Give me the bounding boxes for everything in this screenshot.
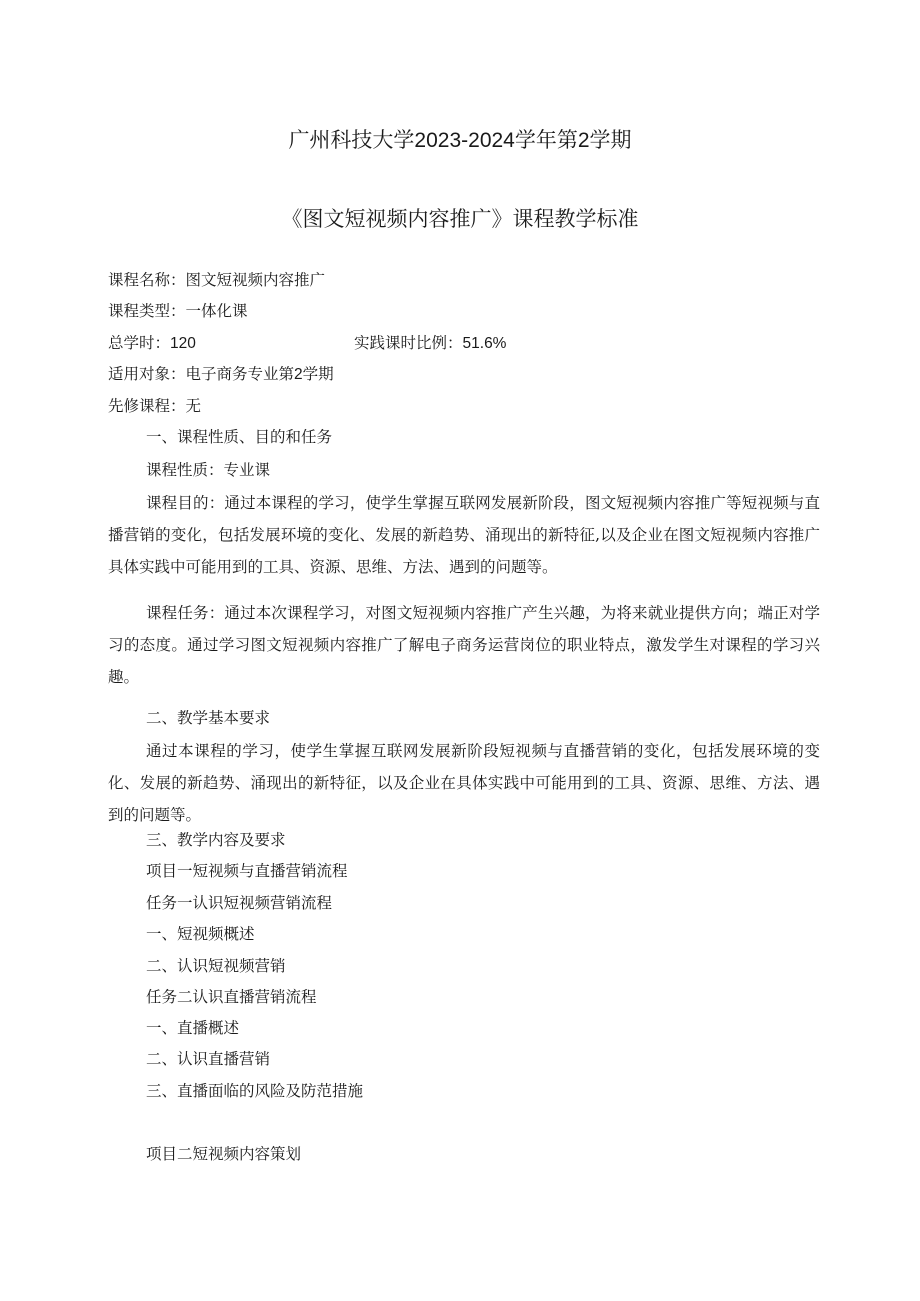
section-heading-1: 一、课程性质、目的和任务 (146, 428, 333, 446)
target-audience-suffix: 学期 (302, 365, 334, 383)
section-heading-2: 二、教学基本要求 (146, 709, 271, 727)
requirements-paragraph: 通过本课程的学习，使学生掌握互联网发展新阶段短视频与直播营销的变化，包括发展环境的变化、发展的新趋势、涌现出的新特征，以及企业在具体实践中可能用到的工具、资源、思维、方法、遇到的问题等。 (108, 742, 820, 824)
course-nature: 课程性质：专业课 (146, 461, 271, 479)
page-title: 广州科技大学2023-2024学年第2学期 (288, 129, 632, 152)
practice-ratio (354, 333, 506, 354)
course-purpose-paragraph: 课程目的：通过本课程的学习，使学生掌握互联网发展新阶段，图文短视频内容推广等短视频与直播营销的变化，包括发展环境的变化、发展的新趋势、涌现出的新特征,以及企业在图文短视频内容推广具体实践中可能用到的工具、资源、思维、方法、遇到的问题等。 (108, 494, 820, 576)
course-name: 课程名称：图文短视频内容推广 (108, 271, 326, 289)
list-item: 二、认识短视频营销 (146, 957, 286, 975)
section-heading-3: 三、教学内容及要求 (146, 831, 286, 849)
course-tasks-paragraph: 课程任务：通过本次课程学习，对图文短视频内容推广产生兴趣，为将来就业提供方向；端正对学习的态度。通过学习图文短视频内容推广了解电子商务运营岗位的职业特点，激发学生对课程的学习兴趣。 (108, 604, 820, 686)
total-hours-value: 120 (170, 335, 196, 352)
project-1-heading: 项目一短视频与直播营销流程 (146, 862, 348, 880)
list-item: 三、直播面临的风险及防范措施 (146, 1082, 364, 1100)
task-1-heading: 任务一认识短视频营销流程 (146, 894, 333, 912)
practice-ratio-label: 实践课时比例： (354, 334, 463, 352)
target-audience (108, 364, 334, 385)
prerequisites: 先修课程：无 (108, 397, 202, 415)
course-type: 课程类型：一体化课 (108, 302, 248, 320)
target-audience-label: 适用对象：电子商务专业第 (108, 365, 295, 383)
list-item: 一、短视频概述 (146, 925, 255, 943)
task-2-heading: 任务二认识直播营销流程 (146, 988, 317, 1006)
total-hours (108, 333, 196, 354)
list-item: 一、直播概述 (146, 1019, 240, 1037)
document-title: 《图文短视频内容推广》课程教学标准 (281, 208, 639, 231)
target-audience-semester: 2 (294, 366, 303, 383)
project-2-heading: 项目二短视频内容策划 (146, 1145, 302, 1163)
practice-ratio-value: 51.6% (462, 335, 507, 352)
total-hours-label: 总学时： (108, 334, 171, 352)
list-item: 二、认识直播营销 (146, 1050, 271, 1068)
